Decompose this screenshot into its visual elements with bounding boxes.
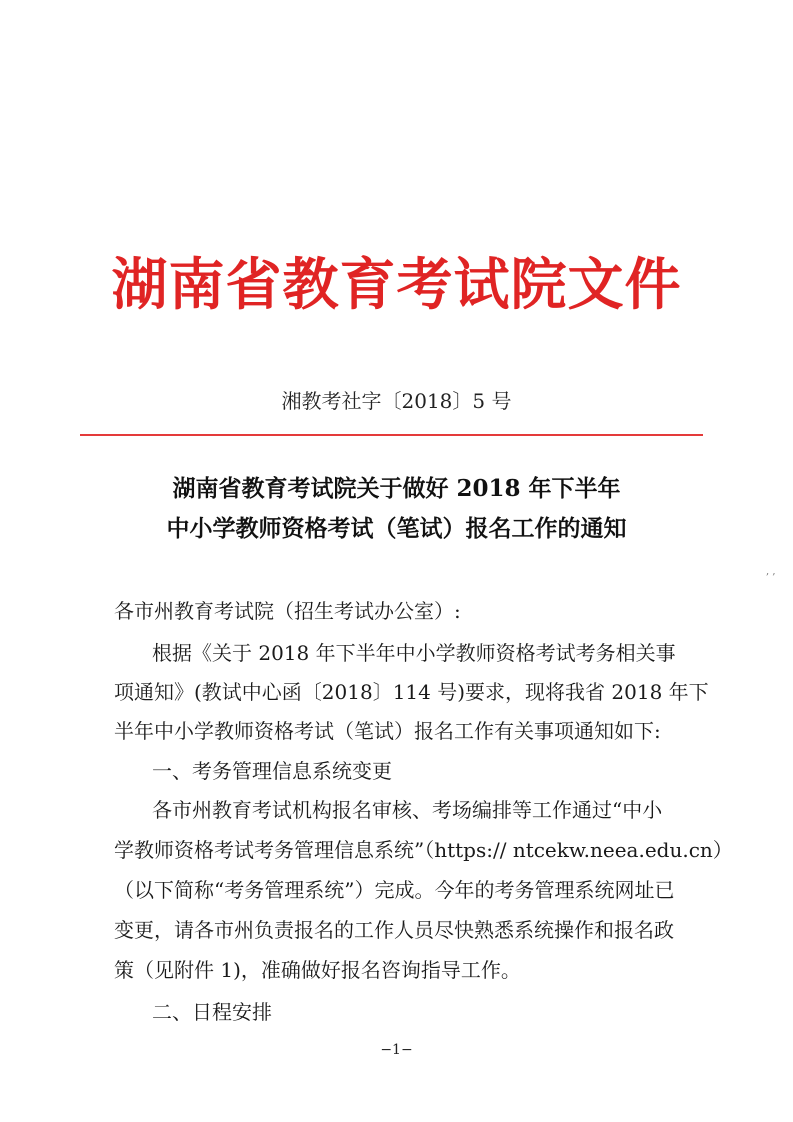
red-divider-line bbox=[80, 434, 703, 436]
paragraph-2-line-3: （以下简称“考务管理系统”）完成。今年的考务管理系统网址已 bbox=[114, 878, 675, 902]
section-2-heading: 二、日程安排 bbox=[152, 1000, 272, 1024]
paragraph-2-line-1: 各市州教育考试机构报名审核、考场编排等工作通过“中小 bbox=[152, 798, 663, 822]
paragraph-2-line-4: 变更，请各市州负责报名的工作人员尽快熟悉系统操作和报名政 bbox=[114, 918, 674, 942]
notice-title-line-1: 湖南省教育考试院关于做好 2018 年下半年 bbox=[172, 475, 621, 502]
paragraph-1-line-2: 项通知》(教试中心函〔2018〕114 号)要求，现将我省 2018 年下 bbox=[114, 680, 709, 704]
paragraph-1-line-1: 根据《关于 2018 年下半年中小学教师资格考试考务相关事 bbox=[152, 641, 676, 665]
paragraph-1-line-3: 半年中小学教师资格考试（笔试）报名工作有关事项通知如下: bbox=[114, 719, 661, 743]
notice-title-line-2: 中小学教师资格考试（笔试）报名工作的通知 bbox=[166, 515, 627, 542]
paragraph-2-line-5: 策（见附件 1)，准确做好报名咨询指导工作。 bbox=[114, 958, 521, 982]
document-number: 湘教考社字〔2018〕5 号 bbox=[281, 389, 512, 413]
paragraph-2-line-2: 学教师资格考试考务管理信息系统”（https:// ntcekw.neea.edu.cn） bbox=[114, 838, 733, 862]
salutation: 各市州教育考试院（招生考试办公室）: bbox=[114, 599, 461, 623]
page-number: −1− bbox=[380, 1042, 413, 1058]
org-header-title: 湖南省教育考试院文件 bbox=[111, 253, 682, 318]
scan-artifact-mark: , , bbox=[766, 566, 776, 577]
section-1-heading: 一、考务管理信息系统变更 bbox=[152, 759, 392, 783]
